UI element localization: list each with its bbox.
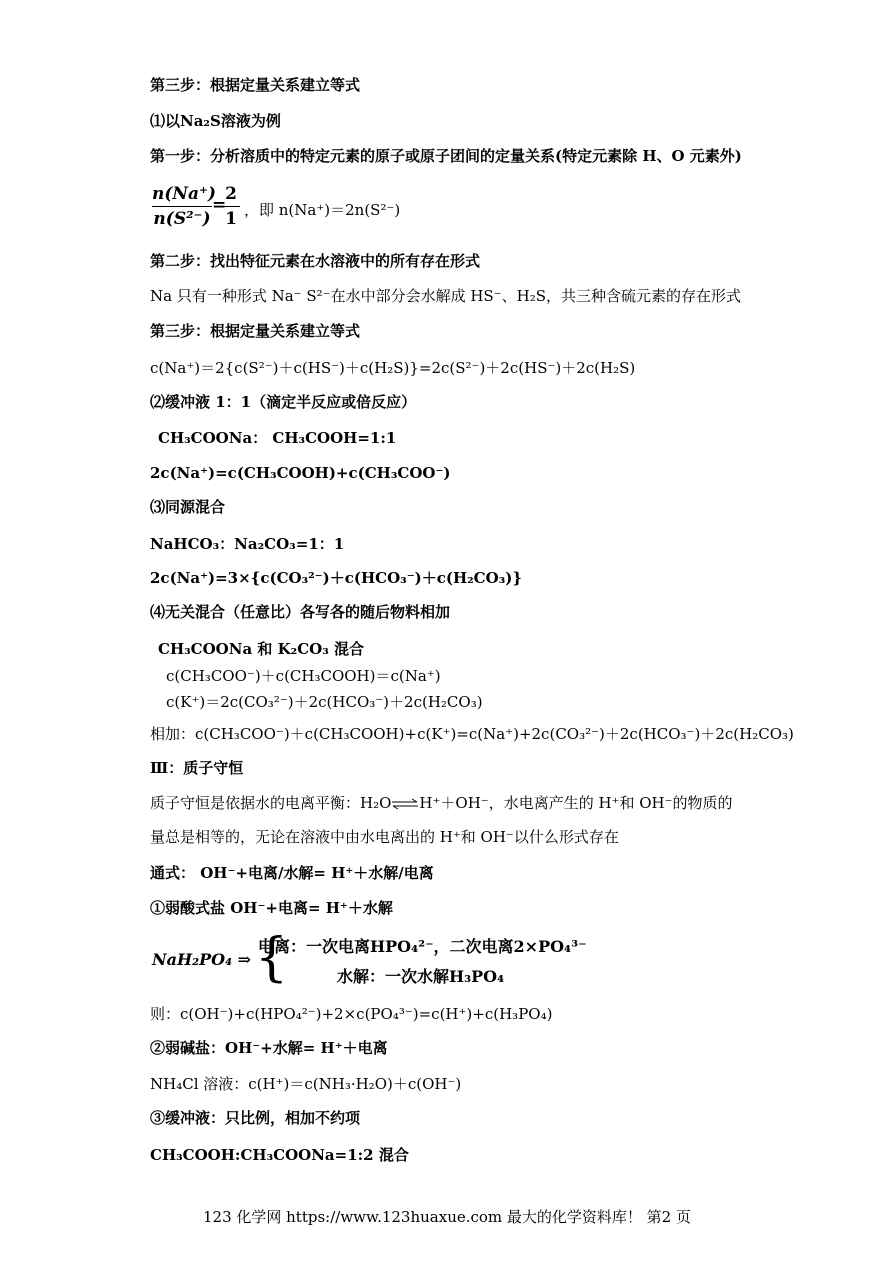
fraction2-denominator: 1 <box>225 209 237 229</box>
scheme-ionization: 电离：一次电离HPO₄²⁻，二次电离2×PO₄³⁻ <box>258 937 587 956</box>
heading-step3b: 第三步：根据定量关系建立等式 <box>150 322 361 340</box>
fraction2-bar <box>222 206 240 207</box>
heading-step2: 第二步：找出特征元素在水溶液中的所有存在形式 <box>150 252 481 270</box>
ratio-acetate: CH₃COONa： CH₃COOH=1:1 <box>158 429 397 447</box>
ratio-carbonate: NaHCO₃：Na₂CO₃=1：1 <box>150 535 345 553</box>
fraction2-numerator: 2 <box>225 184 237 204</box>
equation-na2s: c(Na⁺)＝2{c(S²⁻)＋c(HS⁻)＋c(H₂S)}=2c(S²⁻)＋2c(HS⁻)＋2c(H₂S) <box>150 359 636 377</box>
mix-ratio-acetic: CH₃COOH:CH₃COONa=1:2 混合 <box>150 1146 409 1164</box>
fraction-na-s <box>152 184 216 229</box>
left-brace-icon: { <box>255 928 289 988</box>
heading-na2s: ⑴以Na₂S溶液为例 <box>150 112 281 130</box>
fraction-denominator: n(S²⁻) <box>153 209 211 229</box>
text-proton-1 <box>150 793 733 813</box>
heading-same-source: ⑶同源混合 <box>150 498 226 516</box>
text-existence-forms: Na 只有一种形式 Na⁻ S²⁻在水中部分会水解成 HS⁻、H₂S，共三种含硫元素的存在形式 <box>150 287 741 305</box>
heading-proton: Ⅲ：质子守恒 <box>150 759 244 777</box>
nah2po4-label: NaH₂PO₄ ⇒ <box>152 950 252 969</box>
equation-nah2po4: 则：c(OH⁻)+c(HPO₄²⁻)+2×c(PO₄³⁻)=c(H⁺)+c(H₃PO₄) <box>150 1005 553 1023</box>
fraction-numerator: n(Na⁺) <box>152 184 216 204</box>
equation-nh4cl: NH₄Cl 溶液：c(H⁺)＝c(NH₃·H₂O)＋c(OH⁻) <box>150 1075 462 1093</box>
equilibrium-arrow-icon <box>391 798 419 810</box>
heading-unrelated-mix: ⑷无关混合（任意比）各写各的随后物料相加 <box>150 603 451 621</box>
mix-title: CH₃COONa 和 K₂CO₃ 混合 <box>158 640 365 658</box>
heading-buffer: ⑵缓冲液 1：1（滴定半反应或倍反应） <box>150 393 417 411</box>
equation-carbonate: 2c(Na⁺)=3×{c(CO₃²⁻)＋c(HCO₃⁻)＋c(H₂CO₃)} <box>150 569 523 587</box>
formula-general: 通式： OH⁻+电离/水解= H⁺＋水解/电离 <box>150 864 434 882</box>
scheme-hydrolysis: 水解：一次水解H₃PO₄ <box>337 967 505 986</box>
page-footer: 123 化学网 https://www.123huaxue.com 最大的化学资料库！ 第2 页 <box>202 1208 691 1226</box>
equation-mix-2: c(K⁺)＝2c(CO₃²⁻)＋2c(HCO₃⁻)＋2c(H₂CO₃) <box>166 693 483 711</box>
text-proton-1b: H⁺＋OH⁻，水电离产生的 H⁺和 OH⁻的物质的 <box>419 794 733 812</box>
heading-weak-base-salt: ②弱碱盐：OH⁻+水解= H⁺＋电离 <box>150 1039 388 1057</box>
fraction-bar <box>152 206 212 207</box>
fraction-two-one <box>222 184 240 229</box>
heading-weak-acid-salt: ①弱酸式盐 OH⁻+电离= H⁺＋水解 <box>150 899 393 917</box>
equation-mix-1: c(CH₃COO⁻)＋c(CH₃COOH)＝c(Na⁺) <box>166 667 441 685</box>
equation-acetate: 2c(Na⁺)=c(CH₃COOH)+c(CH₃COO⁻) <box>150 464 451 482</box>
heading-step3: 第三步：根据定量关系建立等式 <box>150 76 361 94</box>
text-proton-1a: 质子守恒是依据水的电离平衡：H₂O <box>150 794 392 812</box>
heading-buffer-proton: ③缓冲液：只比例，相加不约项 <box>150 1109 361 1127</box>
fraction-equals: = <box>212 195 227 215</box>
heading-step1: 第一步：分析溶质中的特定元素的原子或原子团间的定量关系(特定元素除 H、O 元素外) <box>150 147 742 165</box>
text-proton-2: 量总是相等的，无论在溶液中由水电离出的 H⁺和 OH⁻以什么形式存在 <box>150 828 619 846</box>
equation-mix-sum: 相加：c(CH₃COO⁻)＋c(CH₃COOH)+c(K⁺)=c(Na⁺)+2c(CO₃²⁻)＋2c(HCO₃⁻)＋2c(H₂CO₃) <box>150 725 794 743</box>
fraction-conclusion: ，即 n(Na⁺)＝2n(S²⁻) <box>244 201 401 219</box>
